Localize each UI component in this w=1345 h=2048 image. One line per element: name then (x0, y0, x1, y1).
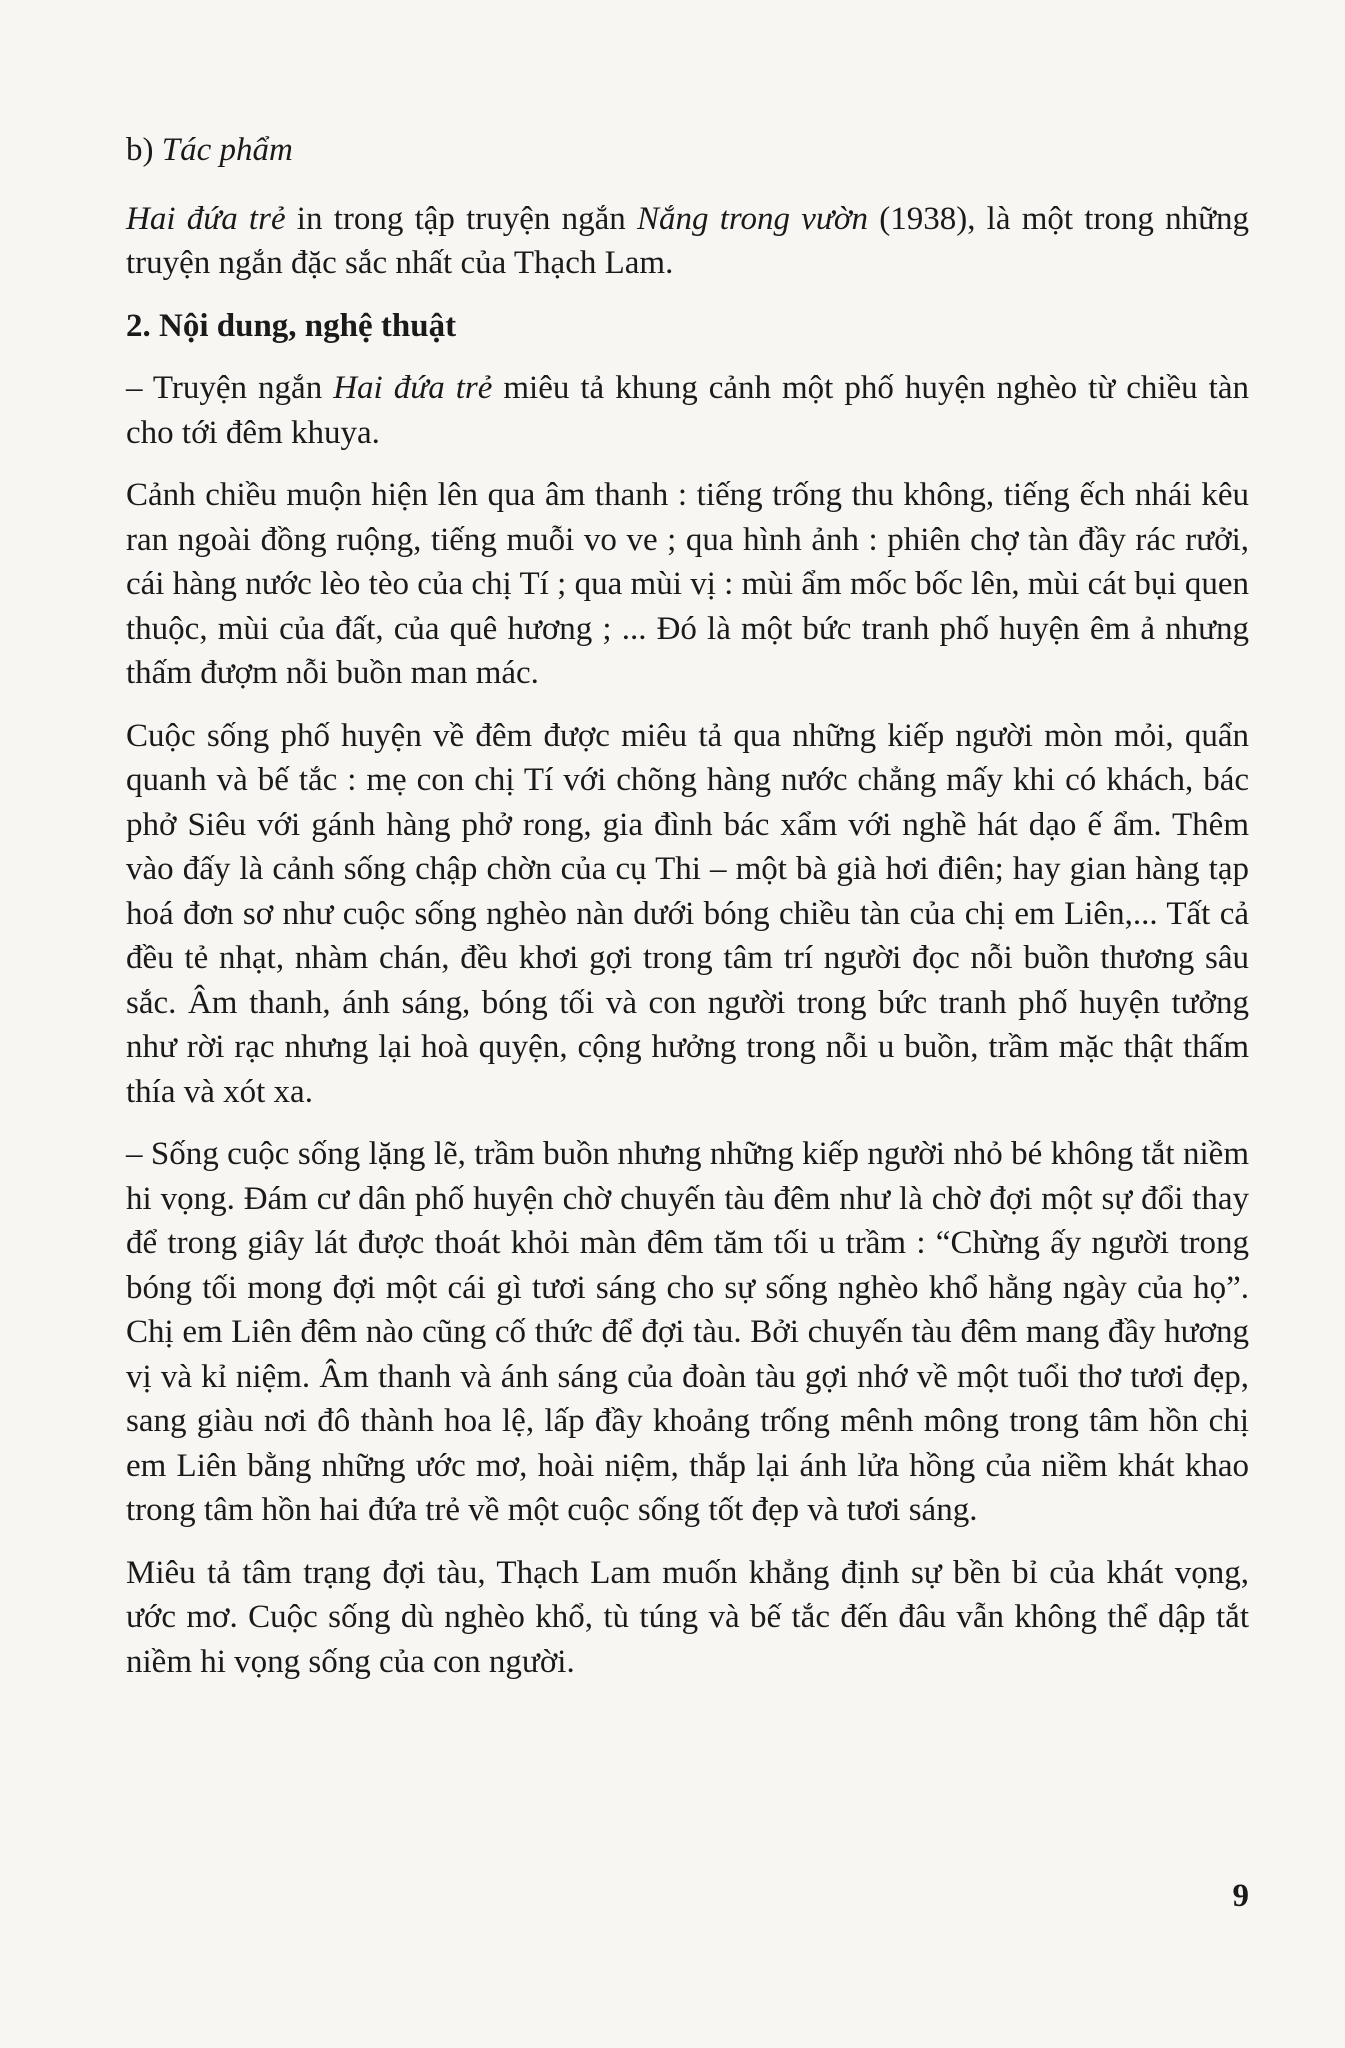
paragraph-conclusion: Miêu tả tâm trạng đợi tàu, Thạch Lam muốn khẳng định sự bền bỉ của khát vọng, ước mơ. Cuộc sống dù nghèo khổ, tù túng và bế tắc đến đâu vẫn không thể dập tắt niềm hi vọng sống của con người. (126, 1554, 1249, 1680)
page-content (126, 128, 1249, 1684)
section-b-heading (126, 128, 1249, 173)
paragraph-hope: – Sống cuộc sống lặng lẽ, trầm buồn nhưng những kiếp người nhỏ bé không tắt niềm hi vọng. Đám cư dân phố huyện chờ chuyến tàu đêm như là chờ đợi một sự đổi thay để trong giây lát được thoát khỏi màn đêm tăm tối u trầm : “Chừng ấy người trong bóng tối mong đợi một cái gì tươi sáng cho sự sống nghèo khổ hằng ngày của họ”. Chị em Liên đêm nào cũng cố thức để đợi tàu. Bởi chuyến tàu đêm mang đầy hương vị và kỉ niệm. Âm thanh và ánh sáng của đoàn tàu gợi nhớ về một tuổi thơ tươi đẹp, sang giàu nơi đô thành hoa lệ, lấp đầy khoảng trống mênh mông trong tâm hồn chị em Liên bằng những ước mơ, hoài niệm, thắp lại ánh lửa hồng của niềm khát khao trong tâm hồn hai đứa trẻ về một cuộc sống tốt đẹp và tươi sáng. (126, 1136, 1249, 1528)
paragraph-intro (126, 366, 1249, 455)
section-2-heading: 2. Nội dung, nghệ thuật (126, 307, 457, 344)
work-title: Hai đứa trẻ (126, 200, 286, 237)
section-b-label: b) (126, 132, 154, 168)
intro-text-2: miêu tả khung cảnh một phố huyện nghèo từ chiều tàn cho tới đêm khuya. (126, 370, 1249, 451)
work-text-2: (1938), là một trong những truyện ngắn đặc sắc nhất của Thạch Lam. (126, 200, 1250, 281)
intro-work-title: Hai đứa trẻ (333, 370, 493, 406)
paragraph-work (126, 197, 1249, 286)
paragraph-evening: Cảnh chiều muộn hiện lên qua âm thanh : tiếng trống thu không, tiếng ếch nhái kêu ran ngoài đồng ruộng, tiếng muỗi vo ve ; qua hình ảnh : phiên chợ tàn đầy rác rưởi, cái hàng nước lèo tèo của chị Tí ; qua mùi vị : mùi ẩm mốc bốc lên, mùi cát bụi quen thuộc, mùi của đất, của quê hương ; ... Đó là một bức tranh phố huyện êm ả nhưng thấm đượm nỗi buồn man mác. (126, 477, 1249, 691)
intro-text-1: – Truyện ngắn (126, 370, 334, 406)
work-text-1: in trong tập truyện ngắn (285, 200, 637, 237)
page-number: 9 (1232, 1878, 1249, 1914)
collection-title: Nắng trong vườn (637, 200, 868, 237)
section-b-title: Tác phẩm (161, 132, 293, 168)
paragraph-night: Cuộc sống phố huyện về đêm được miêu tả qua những kiếp người mòn mỏi, quẩn quanh và bế tắc : mẹ con chị Tí với chõng hàng nước chẳng mấy khi có khách, bác phở Siêu với gánh hàng phở rong, gia đình bác xẩm với nghề hát dạo ế ẩm. Thêm vào đấy là cảnh sống chập chờn của cụ Thi – một bà già hơi điên; hay gian hàng tạp hoá đơn sơ như cuộc sống nghèo nàn dưới bóng chiều tàn của chị em Liên,... Tất cả đều tẻ nhạt, nhàm chán, đều khơi gợi trong tâm trí người đọc nỗi buồn thương sâu sắc. Âm thanh, ánh sáng, bóng tối và con người trong bức tranh phố huyện tưởng như rời rạc nhưng lại hoà quyện, cộng hưởng trong nỗi u buồn, trầm mặc thật thấm thía và xót xa. (126, 717, 1249, 1110)
